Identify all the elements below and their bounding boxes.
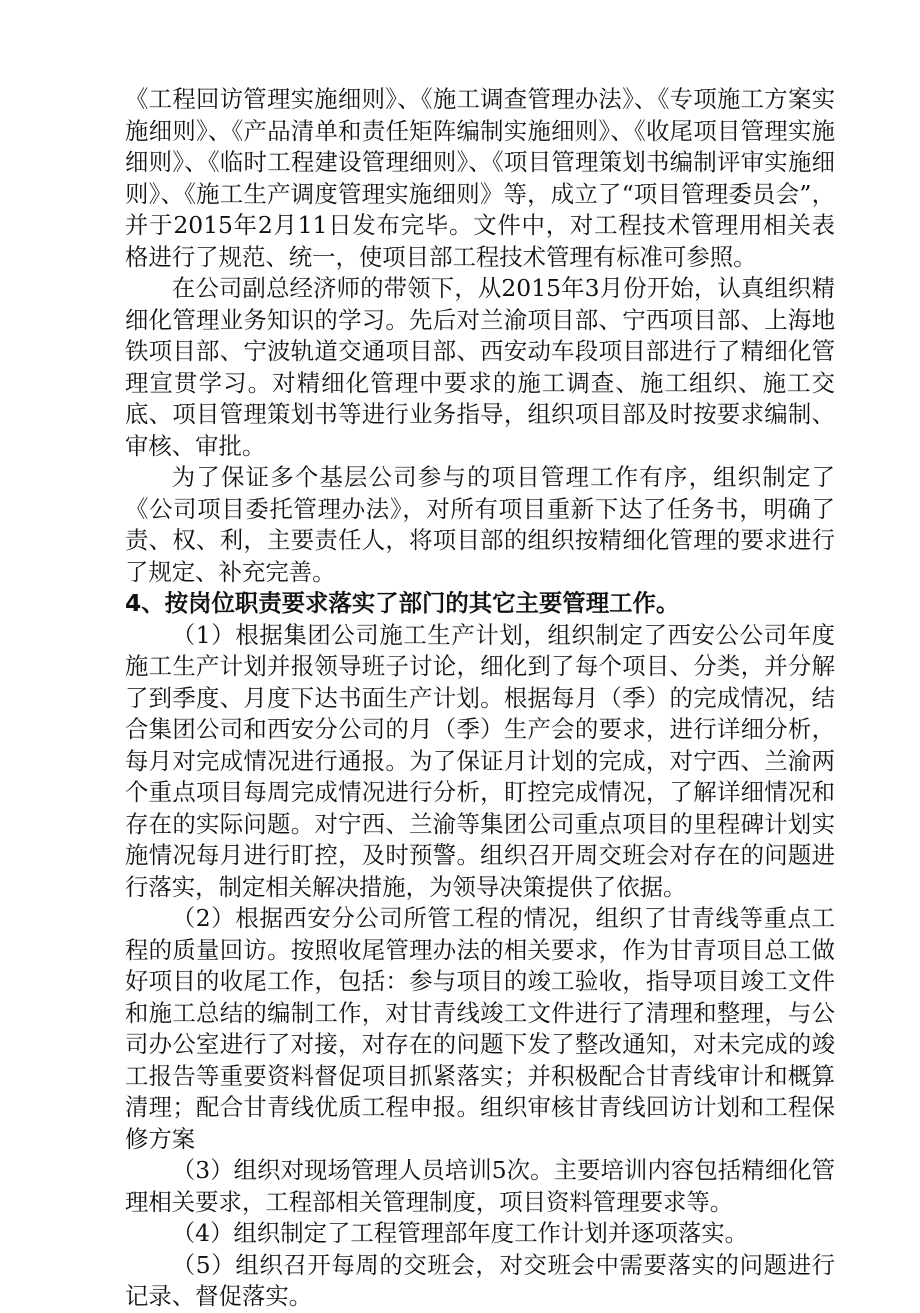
paragraph-regulations: 《工程回访管理实施细则》、《施工调查管理办法》、《专项施工方案实施细则》、《产品清单和责任矩阵编制实施细则》、《收尾项目管理实施细则》、《临时工程建设管理细则》、《项目管理策划书编制评审实施细则》、《施工生产调度管理实施细则》等，成立了“项目管理委员会”，并于2015年2月11日发布完毕。文件中，对工程技术管理用相关表格进行了规范、统一，使项目部工程技术管理有标准可参照。 bbox=[125, 85, 835, 271]
paragraph-item-4-annual-plan: （4）组织制定了工程管理部年度工作计划并逐项落实。 bbox=[171, 1219, 749, 1247]
paragraph-entrusted-management: 为了保证多个基层公司参与的项目管理工作有序，组织制定了《公司项目委托管理办法》，对所有项目重新下达了任务书，明确了责、权、利，主要责任人，将项目部的组织按精细化管理的要求进行了规定、补充完善。 bbox=[125, 463, 835, 586]
paragraph-refined-management-study: 在公司副总经济师的带领下，从2015年3月份开始，认真组织精细化管理业务知识的学习。先后对兰渝项目部、宁西项目部、上海地铁项目部、宁波轨道交通项目部、西安动车段项目部进行了精细化管理宣贯学习。对精细化管理中要求的施工调查、施工组织、施工交底、项目管理策划书等进行业务指导，组织项目部及时按要求编制、审核、审批。 bbox=[125, 274, 835, 460]
paragraph-item-2-quality-revisit: （2）根据西安分公司所管工程的情况，组织了甘青线等重点工程的质量回访。按照收尾管理办法的相关要求，作为甘青项目总工做好项目的收尾工作，包括：参与项目的竣工验收，指导项目竣工文件和施工总结的编制工作，对甘青线竣工文件进行了清理和整理，与公司办公室进行了对接，对存在的问题下发了整改通知，对未完成的竣工报告等重要资料督促项目抓紧落实；并积极配合甘青线审计和概算清理；配合甘青线优质工程申报。组织审核甘青线回访计划和工程保修方案 bbox=[125, 904, 835, 1153]
paragraph-item-3-training: （3）组织对现场管理人员培训5次。主要培训内容包括精细化管理相关要求，工程部相关管理制度，项目资料管理要求等。 bbox=[125, 1156, 835, 1216]
paragraph-item-5-shift-meeting: （5）组织召开每周的交班会，对交班会中需要落实的问题进行记录、督促落实。 bbox=[125, 1250, 835, 1310]
section-heading-4: 4、按岗位职责要求落实了部门的其它主要管理工作。 bbox=[125, 589, 680, 617]
document-page bbox=[125, 84, 835, 1313]
paragraph-item-1-production-plan: （1）根据集团公司施工生产计划，组织制定了西安公公司年度施工生产计划并报领导班子讨论，细化到了每个项目、分类，并分解了到季度、月度下达书面生产计划。根据每月（季）的完成情况，结合集团公司和西安分公司的月（季）生产会的要求，进行详细分析，每月对完成情况进行通报。为了保证月计划的完成，对宁西、兰渝两个重点项目每周完成情况进行分析，盯控完成情况，了解详细情况和存在的实际问题。对宁西、兰渝等集团公司重点项目的里程碑计划实施情况每月进行盯控，及时预警。组织召开周交班会对存在的问题进行落实，制定相关解决措施，为领导决策提供了依据。 bbox=[125, 620, 835, 901]
